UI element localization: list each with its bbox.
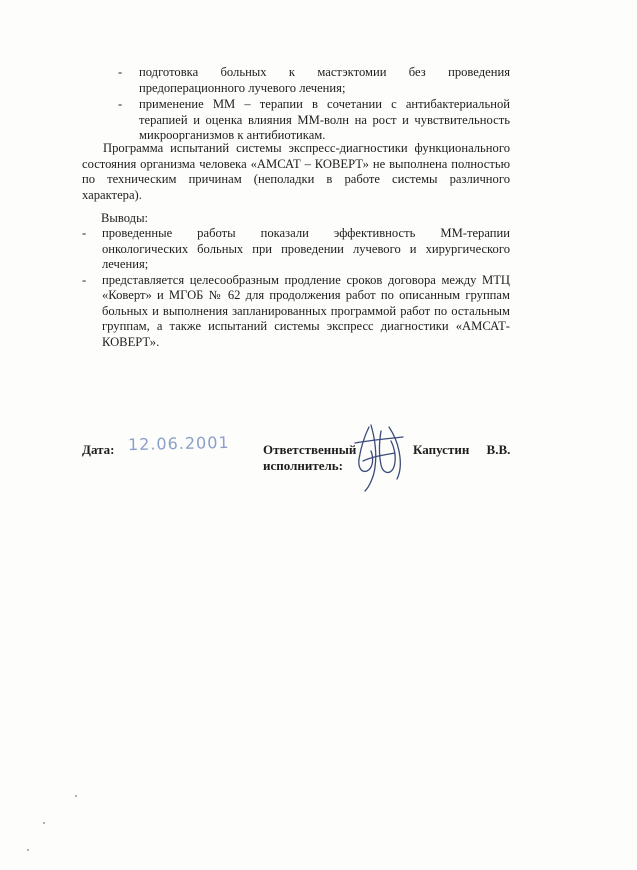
responsible-label-line1: Ответственный: [263, 442, 357, 457]
list-item: [118, 65, 510, 96]
conclusions-heading: Выводы:: [101, 211, 149, 225]
list-dash: -: [82, 272, 87, 287]
list-dash: -: [82, 226, 87, 240]
list-item: [82, 226, 510, 273]
list-item: [118, 97, 510, 144]
responsible-label: [263, 442, 356, 474]
scan-speck: [27, 849, 29, 851]
list-item-text: применение ММ – терапии в сочетании с антибактериальной терапией и оценка влияния ММ-волн на рост и чувствительность микроорганизмов к антибиотикам.: [139, 97, 510, 142]
date-label: Дата:: [82, 442, 115, 457]
list-item-text: подготовка больных к мастэктомии без проведения предоперационного лучевого лечения;: [139, 65, 510, 95]
executor-name: Капустин В.В.: [413, 442, 511, 457]
list-dash: -: [118, 65, 123, 79]
responsible-label-line2: исполнитель:: [263, 458, 344, 473]
list-item-text: проведенные работы показали эффективность ММ-терапии онкологических больных при проведении лучевого и хирургического лечения;: [102, 226, 510, 271]
program-paragraph: Программа испытаний системы экспресс-диагностики функционального состояния организма человека «АМСАТ – КОВЕРТ» не выполнена полностью по техническим причинам (неполадки в работе системы различного характера).: [82, 141, 510, 202]
list-item: [82, 273, 510, 351]
scan-speck: [75, 795, 77, 797]
list-item-text: представляется целесообразным продление сроков договора между МТЦ «Коверт» и МГОБ № 62 для продолжения работ по описанным группам больных и выполнения запланированных программой работ по остальным группам, а также испытаний системы экспресс диагностики «АМСАТ-КОВЕРТ».: [102, 272, 510, 349]
conclusions-list: [82, 226, 510, 350]
bullet-list-top: [118, 65, 510, 145]
list-dash: -: [118, 97, 123, 111]
date-value-handwritten: 12.06.2001: [127, 432, 230, 455]
scan-speck: [43, 822, 45, 824]
handwritten-signature-icon: [349, 421, 409, 493]
